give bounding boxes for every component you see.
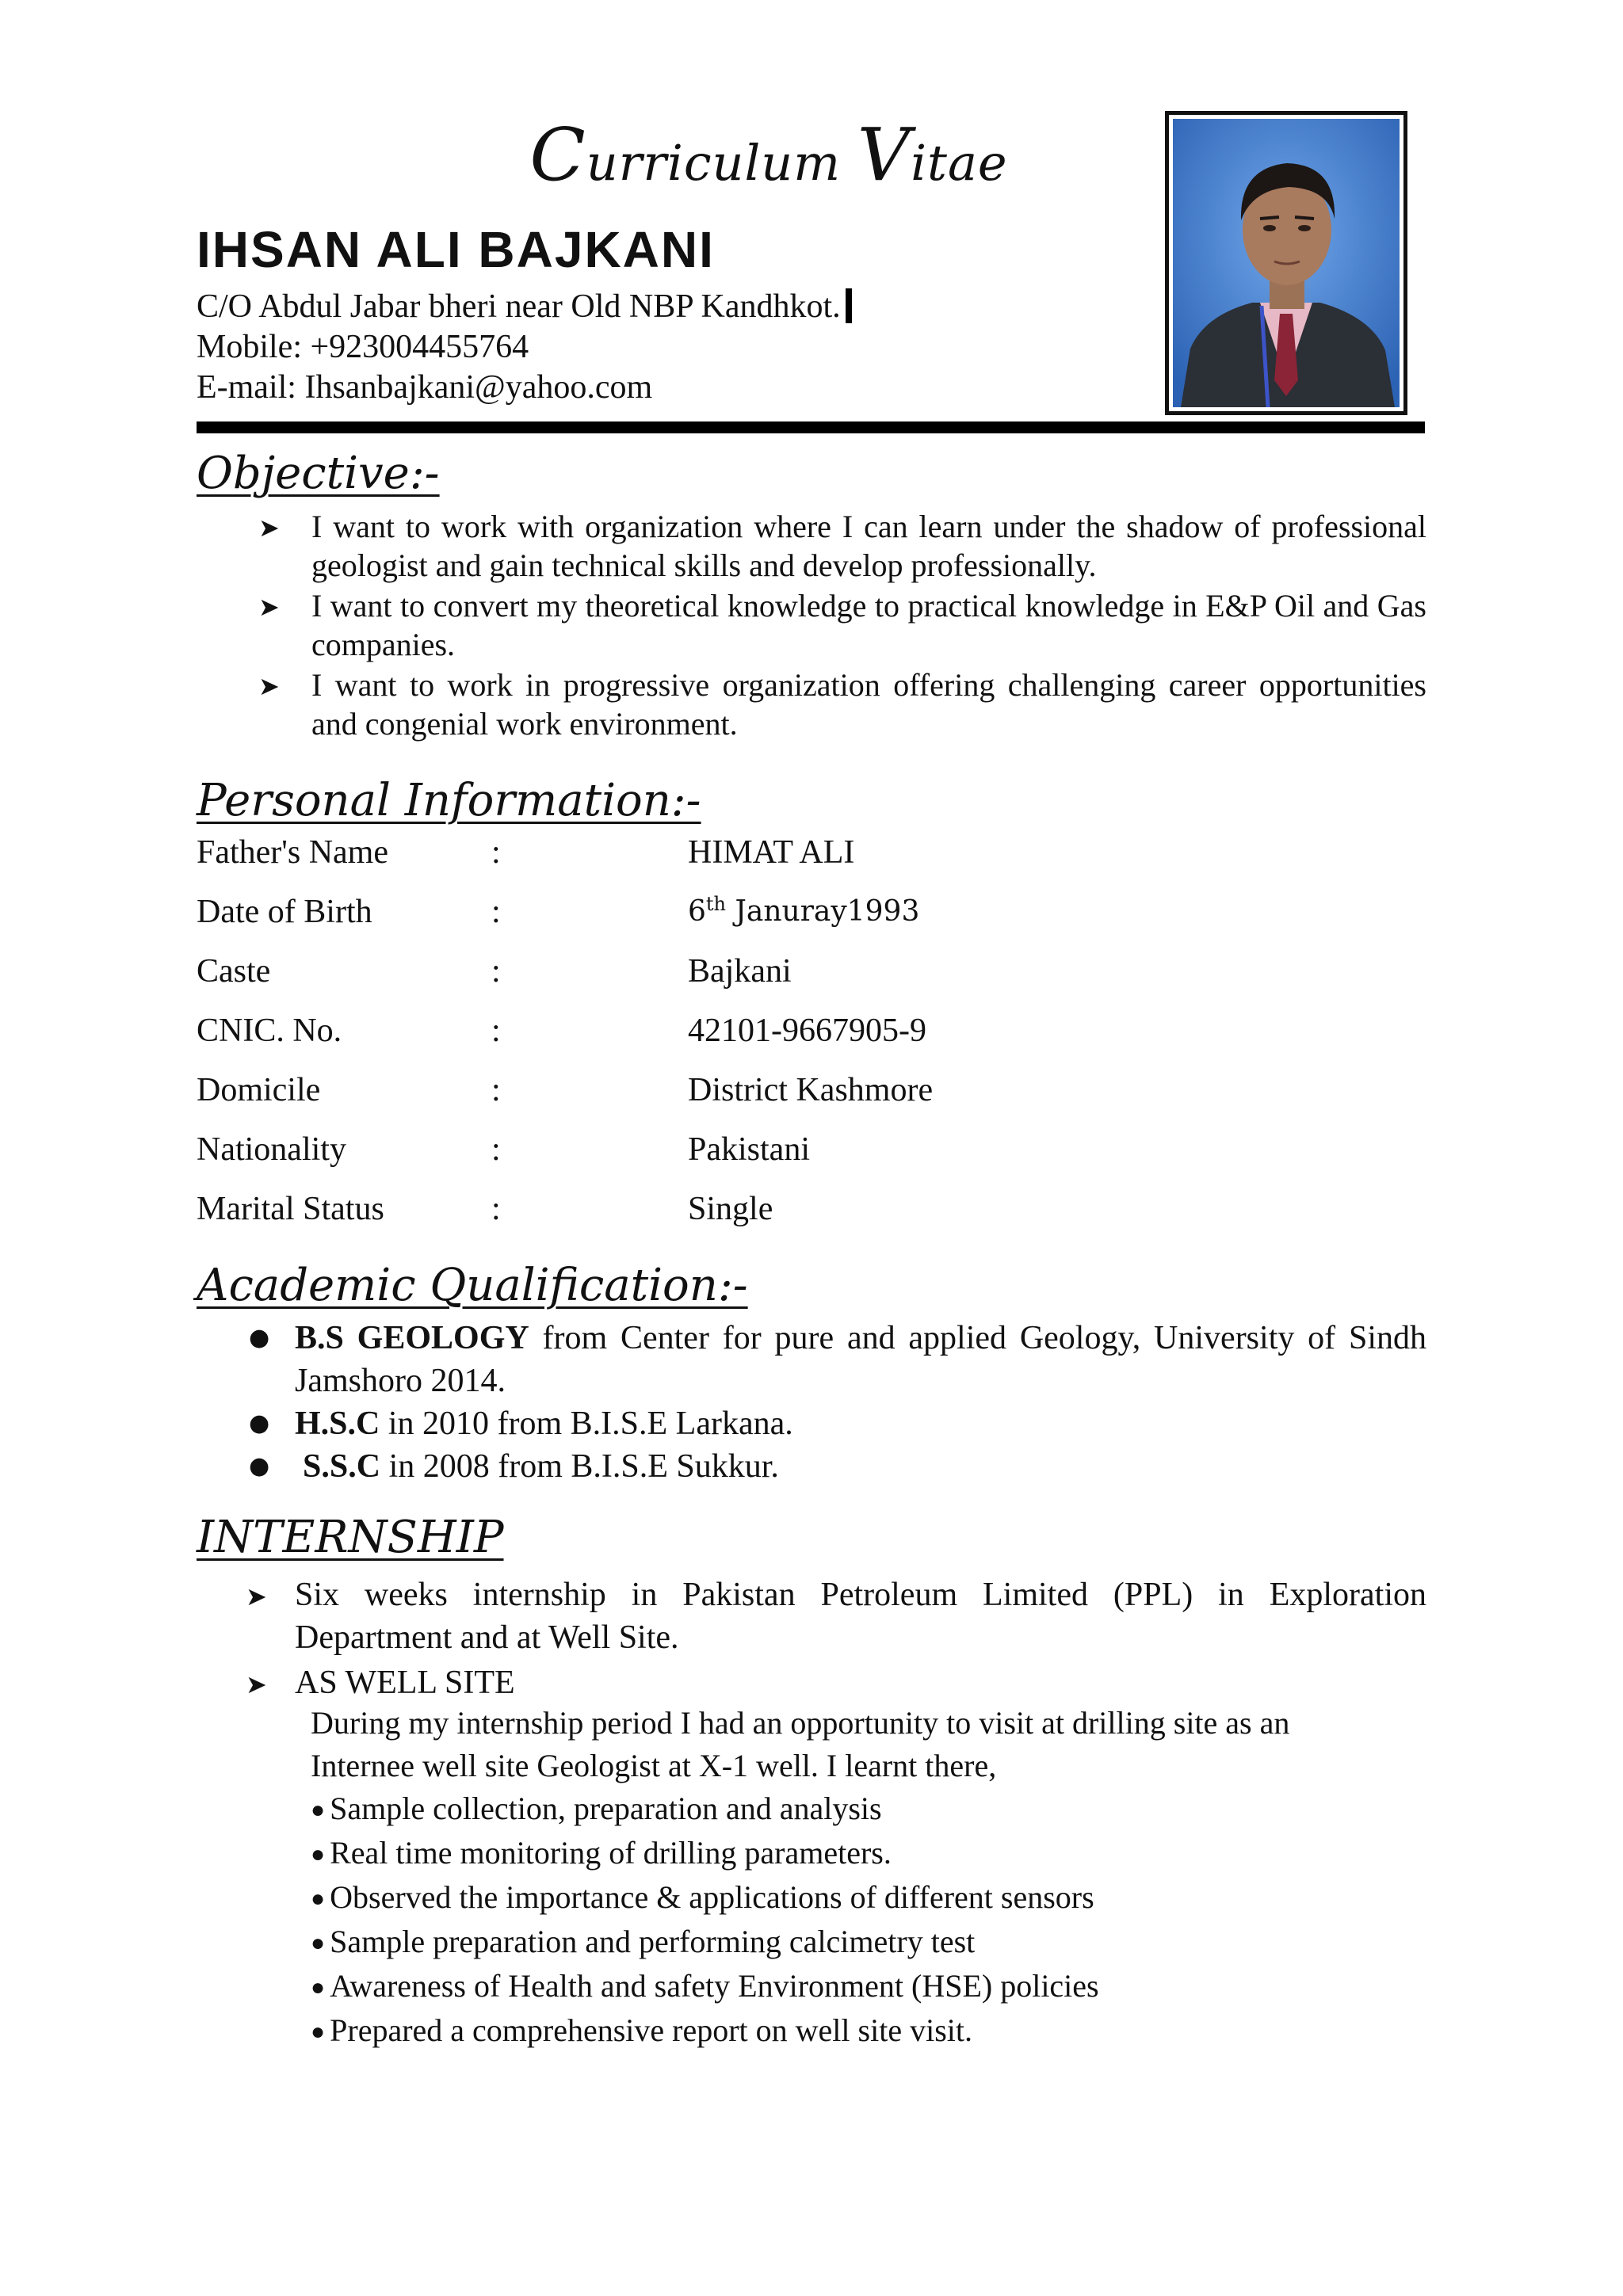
portrait-image-icon <box>1173 119 1400 407</box>
round-bullet-icon: ● <box>311 1974 326 2000</box>
document-title: Curriculum Vitae <box>529 113 1008 197</box>
round-bullet-icon: ● <box>311 2019 326 2045</box>
learned-item: ● Observed the importance & applications of different sensors <box>311 1879 1094 1915</box>
learned-item: ● Awareness of Health and safety Environment (HSE) policies <box>311 1968 1099 2004</box>
learned-item: ● Prepared a comprehensive report on well site visit. <box>311 2012 972 2048</box>
academic-item: ● S.S.C in 2008 from B.I.S.E Sukkur. <box>238 1445 1426 1488</box>
learned-list <box>311 1787 1420 2054</box>
round-bullet-icon: ● <box>311 1930 326 1956</box>
candidate-name: IHSAN ALI BAJKANI <box>197 221 715 278</box>
round-bullet-icon: ● <box>311 1886 326 1912</box>
learned-item: ● Sample collection, preparation and analysis <box>311 1791 882 1826</box>
arrow-bullet-icon: ➤ <box>258 671 280 701</box>
academic-item: ● H.S.C in 2010 from B.I.S.E Larkana. <box>238 1402 1426 1445</box>
contact-block <box>197 287 852 408</box>
arrow-bullet-icon: ➤ <box>246 1669 267 1699</box>
arrow-bullet-icon: ➤ <box>246 1581 267 1611</box>
round-bullet-icon: ● <box>249 1452 270 1480</box>
round-bullet-icon: ● <box>249 1409 270 1437</box>
objective-item: ➤ I want to convert my theoretical knowledge to practical knowledge in E&P Oil and Gas companies. <box>258 588 1426 662</box>
academic-item: ● B.S GEOLOGY from Center for pure and applied Geology, University of Sindh Jamshoro 2014. <box>238 1317 1426 1402</box>
internship-list <box>238 1573 1426 1707</box>
well-site-details <box>311 1702 1420 2054</box>
arrow-bullet-icon: ➤ <box>258 513 280 543</box>
objective-item: ➤ I want to work in progressive organization offering challenging career opportunities and congenial work environment. <box>258 667 1426 742</box>
objective-item: ➤ I want to work with organization where I can learn under the shadow of professional geologist and gain technical skills and develop professionally. <box>258 509 1426 583</box>
academic-heading: Academic Qualification:- <box>197 1260 748 1311</box>
learned-item: ● Sample preparation and performing calcimetry test <box>311 1924 976 1959</box>
internship-item: ➤ Six weeks internship in Pakistan Petroleum Limited (PPL) in Exploration Department and at Well Site. <box>246 1577 1426 1656</box>
round-bullet-icon: ● <box>249 1324 270 1352</box>
round-bullet-icon: ● <box>311 1797 326 1823</box>
round-bullet-icon: ● <box>311 1841 326 1867</box>
mobile-line: Mobile: +923004455764 <box>197 329 529 365</box>
objective-list <box>238 507 1426 745</box>
header-divider <box>197 421 1425 433</box>
well-site-paragraph: During my internship period I had an opportunity to visit at drilling site as an Internee well site Geologist at X-1 well. I learnt there, <box>311 1705 1290 1783</box>
email-line: E-mail: Ihsanbajkani@yahoo.com <box>197 369 653 406</box>
address-line: C/O Abdul Jabar bheri near Old NBP Kandhkot. <box>197 287 852 327</box>
learned-item: ● Real time monitoring of drilling parameters. <box>311 1835 892 1871</box>
personal-info-heading: Personal Information:- <box>197 775 701 826</box>
internship-item: ➤ AS WELL SITE <box>238 1661 1426 1704</box>
objective-heading: Objective:- <box>197 448 440 499</box>
profile-photo <box>1165 111 1407 415</box>
academic-list <box>238 1317 1426 1488</box>
text-cursor-icon <box>846 288 852 323</box>
cv-page: Curriculum Vitae IHSAN ALI BAJKANI C/O Abdul Jabar bheri near Old NBP Kandhkot. Mobile: +923004455764 E-mail: Ihsanbajkani@yahoo.com Objective:- ➤ I want to work with organization where I can learn under the shadow of professional geologist and gain technical skills and develop professionally. ➤ I want to convert my theoretical knowledge to practical knowledge in E&P Oil and Gas companies. ➤ I want to work in progressive organization offering challenging career opportunities and congenial work environment. Personal Information:- Father's Name : HIMAT ALI Date of Birth : 6th Januray1993 Caste : Bajkani CNIC. No. : 42101-9667905-9 Domicile : District Kashmore Nationality : Pakistani Marital Status : Single Academic Qualification:- ● B.S GEOLOGY from Center for pure and applied Geology, University of Sindh Jamshoro 2014. ● H.S.C in 2010 from B.I.S.E Larkana. ● S.S.C in 2008 from B.I.S.E Sukkur. INTERNSHIP ➤ Six weeks internship in Pakistan Petroleum Limited (PPL) in Exploration Department and at Well Site. ➤ AS WELL SITE During my internship period I had an opportunity to visit at drilling site as an Internee well site Geologist at X-1 well. I learnt there, ● Sample collection, preparation and analysis ● Real time monitoring of drilling parameters. ● Observed the importance & applications of different sensors ● Sample preparation and performing calcimetry test ● Awareness of Health and safety Environment (HSE) policies ● Prepared a comprehensive report on well site visit. <box>0 0 1623 2296</box>
arrow-bullet-icon: ➤ <box>258 592 280 622</box>
dob-value: 6th Januray1993 <box>688 893 920 928</box>
internship-heading: INTERNSHIP <box>197 1512 504 1563</box>
